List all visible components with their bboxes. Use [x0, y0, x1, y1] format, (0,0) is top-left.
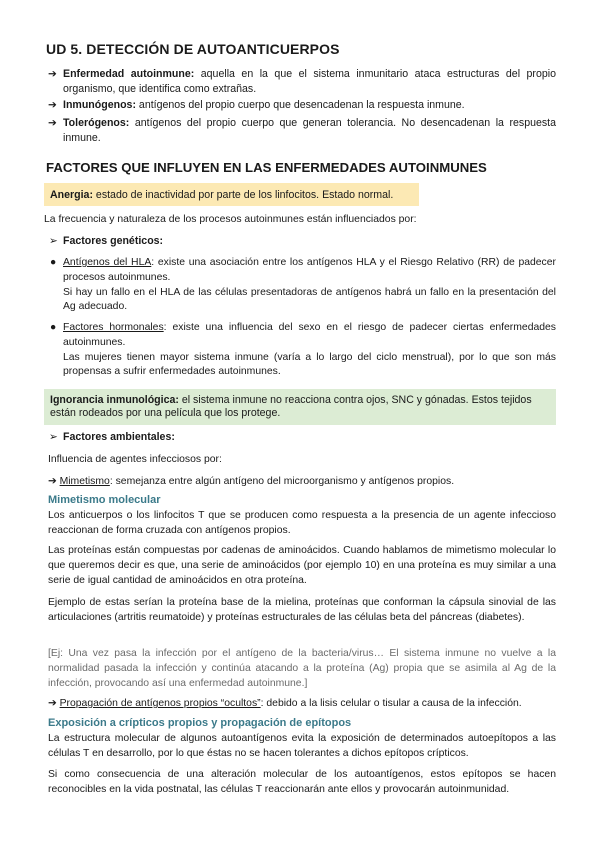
- section-title: FACTORES QUE INFLUYEN EN LAS ENFERMEDADES AUTOINMUNES: [46, 160, 487, 175]
- bullet-icon: ●: [50, 322, 57, 333]
- list-item: [50, 256, 556, 315]
- propagation-item: [48, 697, 556, 712]
- paragraph: Si como consecuencia de una alteración molecular de los autoantígenos, estos epítopos se hacen reconocibles en la vida postnatal, las células T reaccionarán ante ellos y provocarán autoinmunidad.: [48, 769, 556, 795]
- molecular-mimicry-heading: Mimetismo molecular: [48, 494, 161, 506]
- exposure-heading: Exposición a crípticos propios y propagación de epítopos: [48, 717, 352, 729]
- mimicry-text: : semejanza entre algún antígeno del microorganismo y antígenos propios.: [109, 476, 455, 487]
- definition-term: Inmunógenos:: [63, 99, 136, 111]
- environmental-intro: Influencia de agentes infecciosos por:: [48, 454, 222, 465]
- arrowhead-icon: ➢: [49, 235, 58, 247]
- arrow-icon: ➔: [48, 117, 57, 129]
- arrow-icon: ➔: [48, 68, 57, 80]
- environmental-factors-title: Factores ambientales:: [63, 431, 175, 443]
- list-item: [50, 321, 556, 380]
- anergia-highlight-box: [44, 183, 419, 206]
- arrow-icon: ➔: [48, 99, 57, 111]
- example-note: [Ej: Una vez pasa la infección por el antígeno de la bacteria/virus… El sistema inmune no vuelve a la normalidad pasada la infección y continúa atacando a la proteína (Ag) propia que se asimila al Ag de la infección, provocando así una enfermedad autoinmune.]: [48, 648, 556, 689]
- intro-text: La frecuencia y naturaleza de los procesos autoinmunes están influenciados por:: [44, 214, 417, 225]
- definition-item: [48, 116, 556, 146]
- definition-text: antígenos del propio cuerpo que desencadenan la respuesta inmune.: [135, 99, 465, 111]
- mimicry-link: Mimetismo: [59, 476, 110, 487]
- anergia-term: Anergia:: [50, 189, 93, 201]
- definition-item: [48, 98, 556, 113]
- mimicry-item: [48, 475, 553, 490]
- bullet-icon: ●: [50, 257, 57, 268]
- ignorance-term: Ignorancia inmunológica:: [50, 394, 179, 406]
- environmental-factors-heading: [49, 431, 175, 443]
- hla-extra: Si hay un fallo en el HLA de las células presentadoras de antígenos habrá un fallo en la presentación del Ag adecuado.: [63, 286, 556, 313]
- definition-term: Enfermedad autoinmune:: [63, 68, 195, 80]
- arrow-icon: ➔: [48, 476, 60, 487]
- anergia-text: estado de inactividad por parte de los linfocitos. Estado normal.: [92, 189, 394, 201]
- hormonal-text: : existe una influencia del sexo en el riesgo de padecer ciertas enfermedades autoinmunes.: [63, 322, 556, 348]
- propagation-text: : debido a la lisis celular o tisular a causa de la infección.: [260, 698, 522, 709]
- arrow-icon: ➔: [48, 698, 60, 709]
- paragraph: La estructura molecular de algunos autoantígenos evita la exposición de determinados autoepítopos a las células T en desarrollo, por lo que éstas no se hacen tolerantes a dichos epítopos crípticos.: [48, 733, 556, 759]
- propagation-link: Propagación de antígenos propios “ocultos”: [59, 698, 261, 709]
- hla-link: Antígenos del HLA: [63, 257, 152, 268]
- genetic-factors-title: Factores genéticos:: [63, 235, 164, 247]
- hormonal-extra: Las mujeres tienen mayor sistema inmune (varía a lo largo del ciclo menstrual), por lo que son más propensas a sufrir enfermedades autoinmunes.: [63, 351, 556, 378]
- paragraph: Los anticuerpos o los linfocitos T que se producen como respuesta a la presencia de un agente infeccioso reaccionan de forma cruzada con antígenos propios.: [48, 510, 556, 536]
- page-title: UD 5. DETECCIÓN DE AUTOANTICUERPOS: [46, 41, 340, 57]
- definition-text: antígenos del propio cuerpo que generan tolerancia. No desencadenan la respuesta inmune.: [63, 117, 556, 144]
- definition-text: aquella en la que el sistema inmunitario ataca estructuras del propio organismo, que identifica como extrañas.: [63, 68, 556, 95]
- arrowhead-icon: ➢: [49, 431, 58, 443]
- definition-term: Tolerógenos:: [63, 117, 130, 129]
- genetic-factors-heading: [49, 235, 164, 247]
- definition-item: [48, 67, 556, 97]
- paragraph: Ejemplo de estas serían la proteína base de la mielina, proteínas que conforman la cápsula sinovial de las articulaciones (artritis reumatoide) y proteínas estructurales de las células beta del páncreas (diabetes).: [48, 597, 556, 623]
- hla-text: : existe una asociación entre los antígenos HLA y el Riesgo Relativo (RR) de padecer procesos autoinmunes.: [63, 257, 556, 283]
- paragraph: Las proteínas están compuestas por cadenas de aminoácidos. Cuando hablamos de mimetismo molecular lo que queremos decir es que, una serie de aminoácidos (por ejemplo 10) en una proteína es muy similar a una serie de igual cantidad de aminoácidos en otra proteína.: [48, 545, 556, 586]
- ignorance-text: el sistema inmune no reacciona contra ojos, SNC y gónadas. Estos tejidos están rodeados por una película que los protege.: [50, 394, 532, 419]
- ignorance-highlight-box: [44, 389, 556, 425]
- hormonal-link: Factores hormonales: [63, 322, 164, 333]
